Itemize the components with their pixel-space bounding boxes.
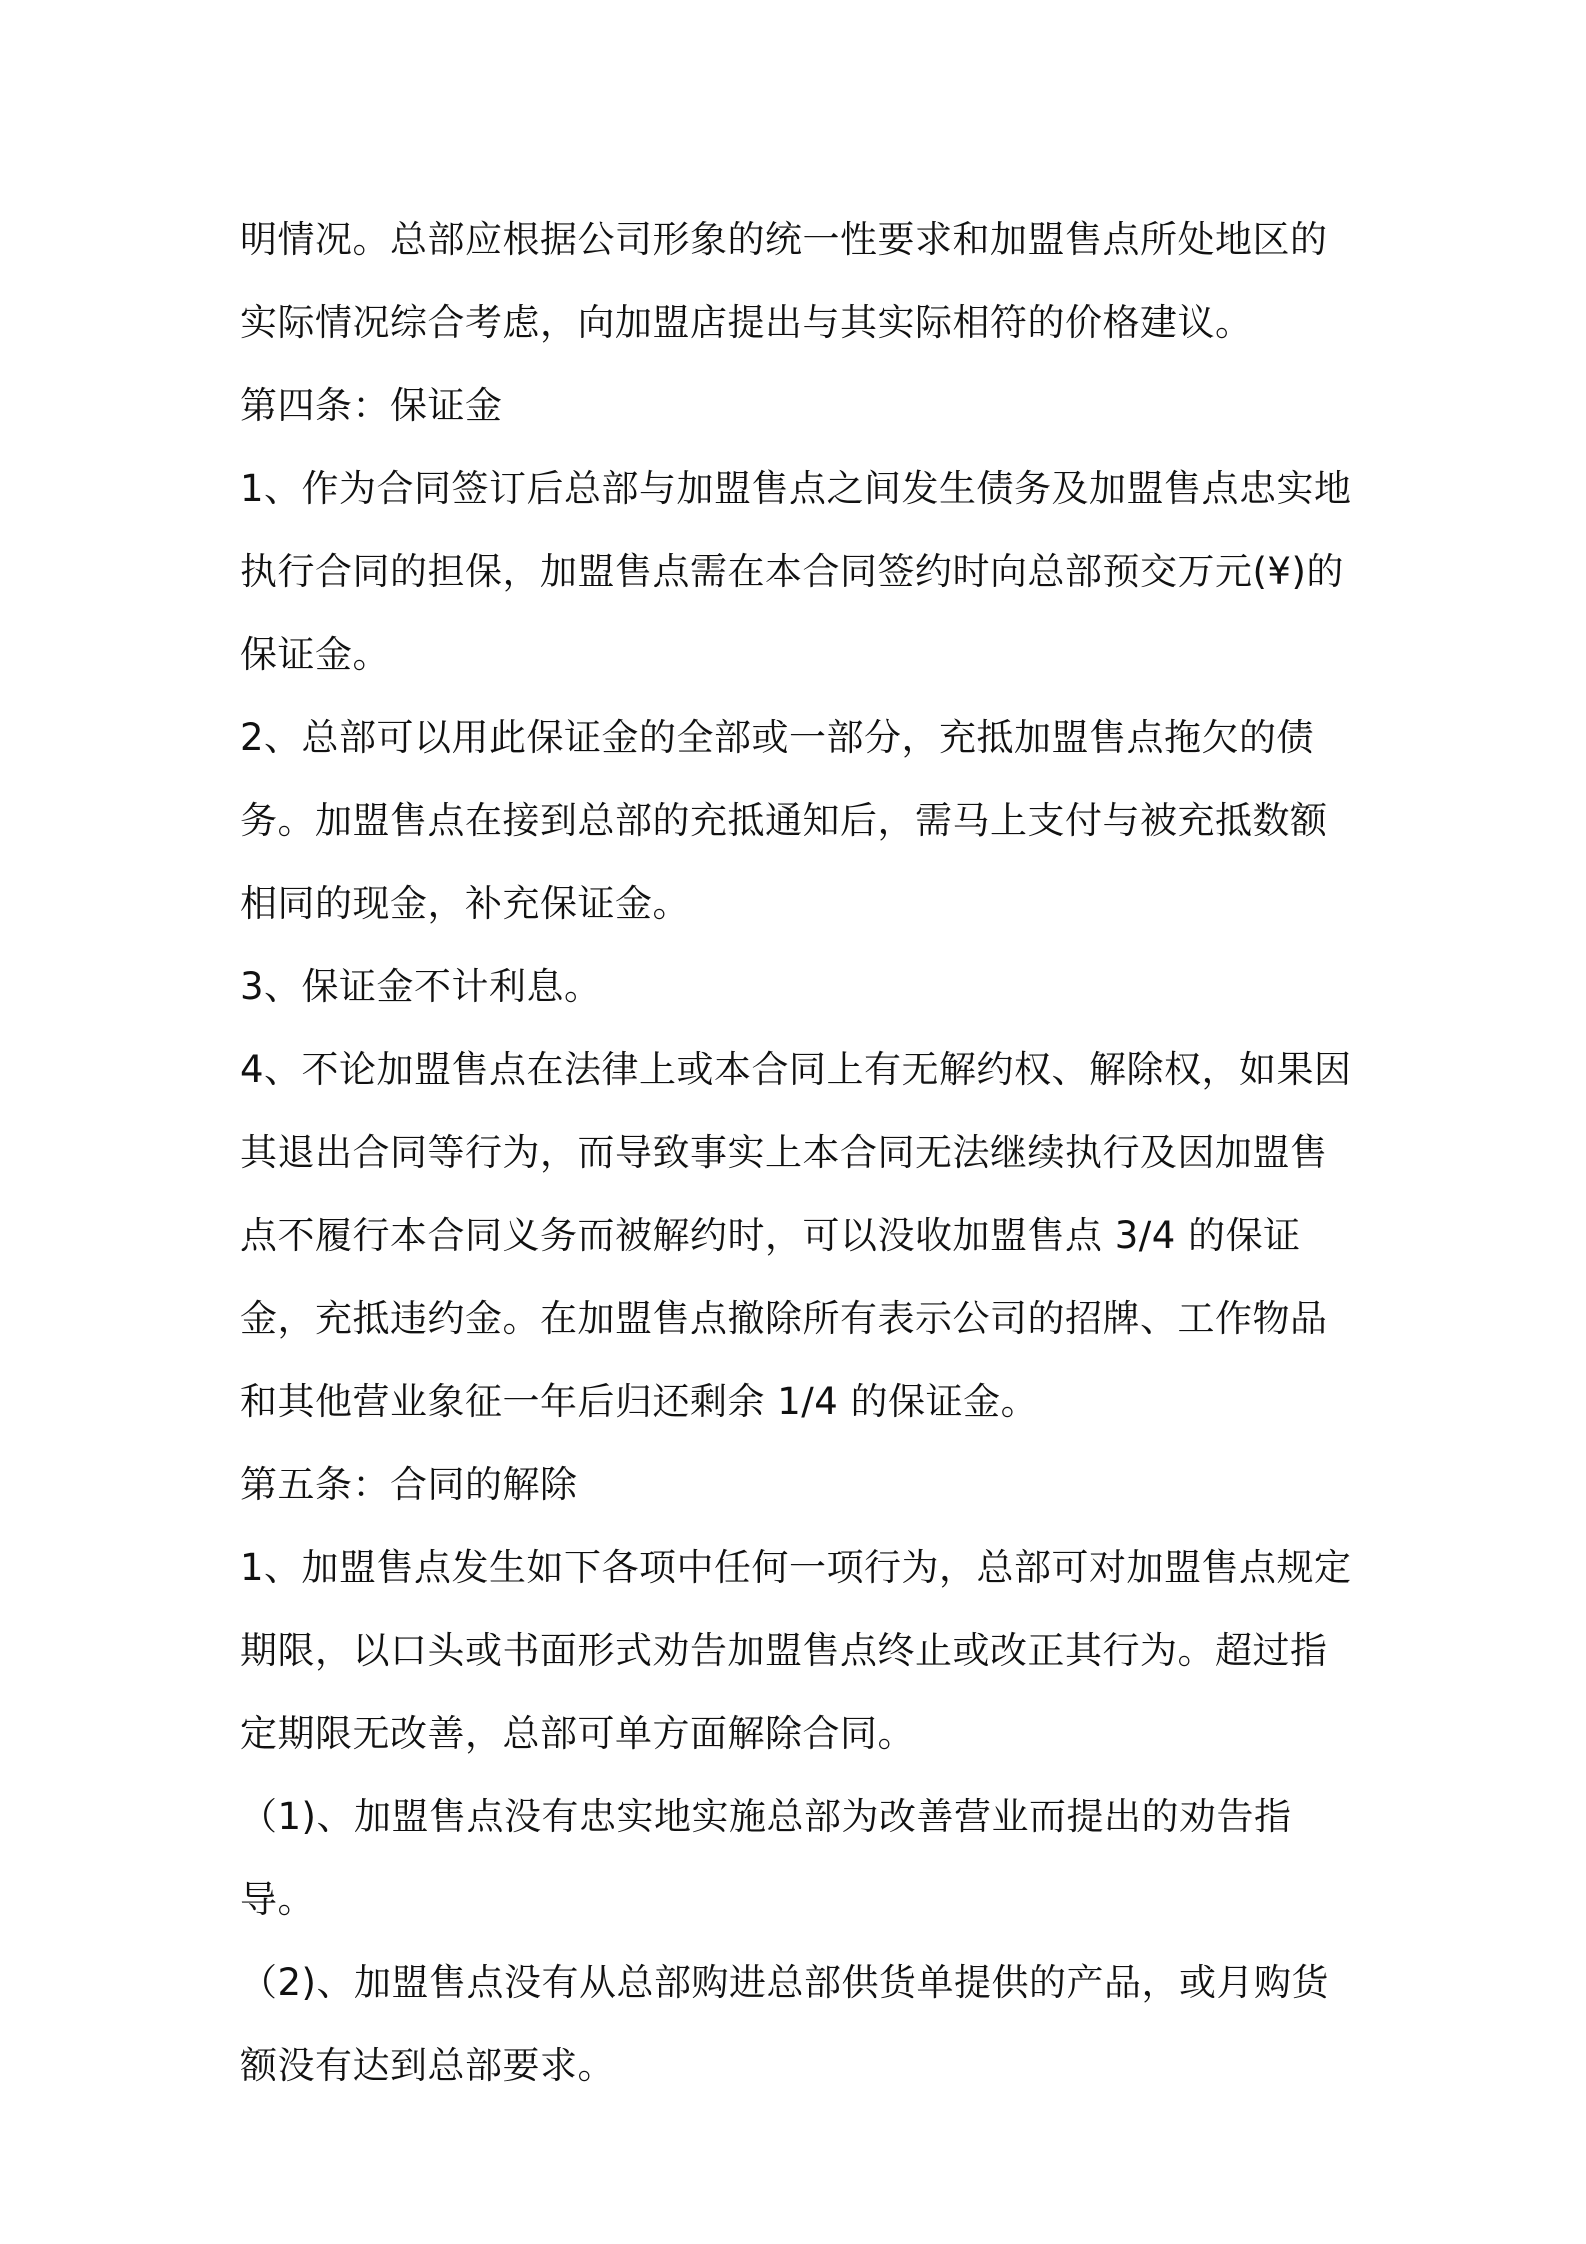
paragraph-deposit-3: 3、保证金不计利息。 xyxy=(240,965,602,1008)
document-body xyxy=(240,198,1360,2107)
paragraph-deposit-4: 4、不论加盟售点在法律上或本合同上有无解约权、解除权，如果因其退出合同等行为，而导致事实上本合同无法继续执行及因加盟售点不履行本合同义务而被解约时，可以没收加盟售点 3/4 的保证金，充抵违约金。在加盟售点撤除所有表示公司的招牌、工作物品和其他营业象征一年后归还剩余 1/4 的保证金。 xyxy=(240,1048,1352,1423)
paragraph-termination-1-item-2: （2)、加盟售点没有从总部购进总部供货单提供的产品，或月购货额没有达到总部要求。 xyxy=(240,1961,1329,2087)
paragraph-price-advice: 明情况。总部应根据公司形象的统一性要求和加盟售点所处地区的实际情况综合考虑，向加盟店提出与其实际相符的价格建议。 xyxy=(240,218,1328,344)
paragraph-deposit-1: 1、作为合同签订后总部与加盟售点之间发生债务及加盟售点忠实地执行合同的担保，加盟售点需在本合同签约时向总部预交万元(¥)的保证金。 xyxy=(240,467,1352,676)
paragraph-termination-1-item-1: （1)、加盟售点没有忠实地实施总部为改善营业而提出的劝告指导。 xyxy=(240,1795,1292,1921)
heading-article-5-termination: 第五条：合同的解除 xyxy=(240,1463,578,1506)
heading-article-4-deposit: 第四条：保证金 xyxy=(240,384,503,427)
paragraph-deposit-2: 2、总部可以用此保证金的全部或一部分，充抵加盟售点拖欠的债务。加盟售点在接到总部的充抵通知后，需马上支付与被充抵数额相同的现金，补充保证金。 xyxy=(240,716,1328,925)
paragraph-termination-1: 1、加盟售点发生如下各项中任何一项行为，总部可对加盟售点规定期限，以口头或书面形式劝告加盟售点终止或改正其行为。超过指定期限无改善，总部可单方面解除合同。 xyxy=(240,1546,1352,1755)
